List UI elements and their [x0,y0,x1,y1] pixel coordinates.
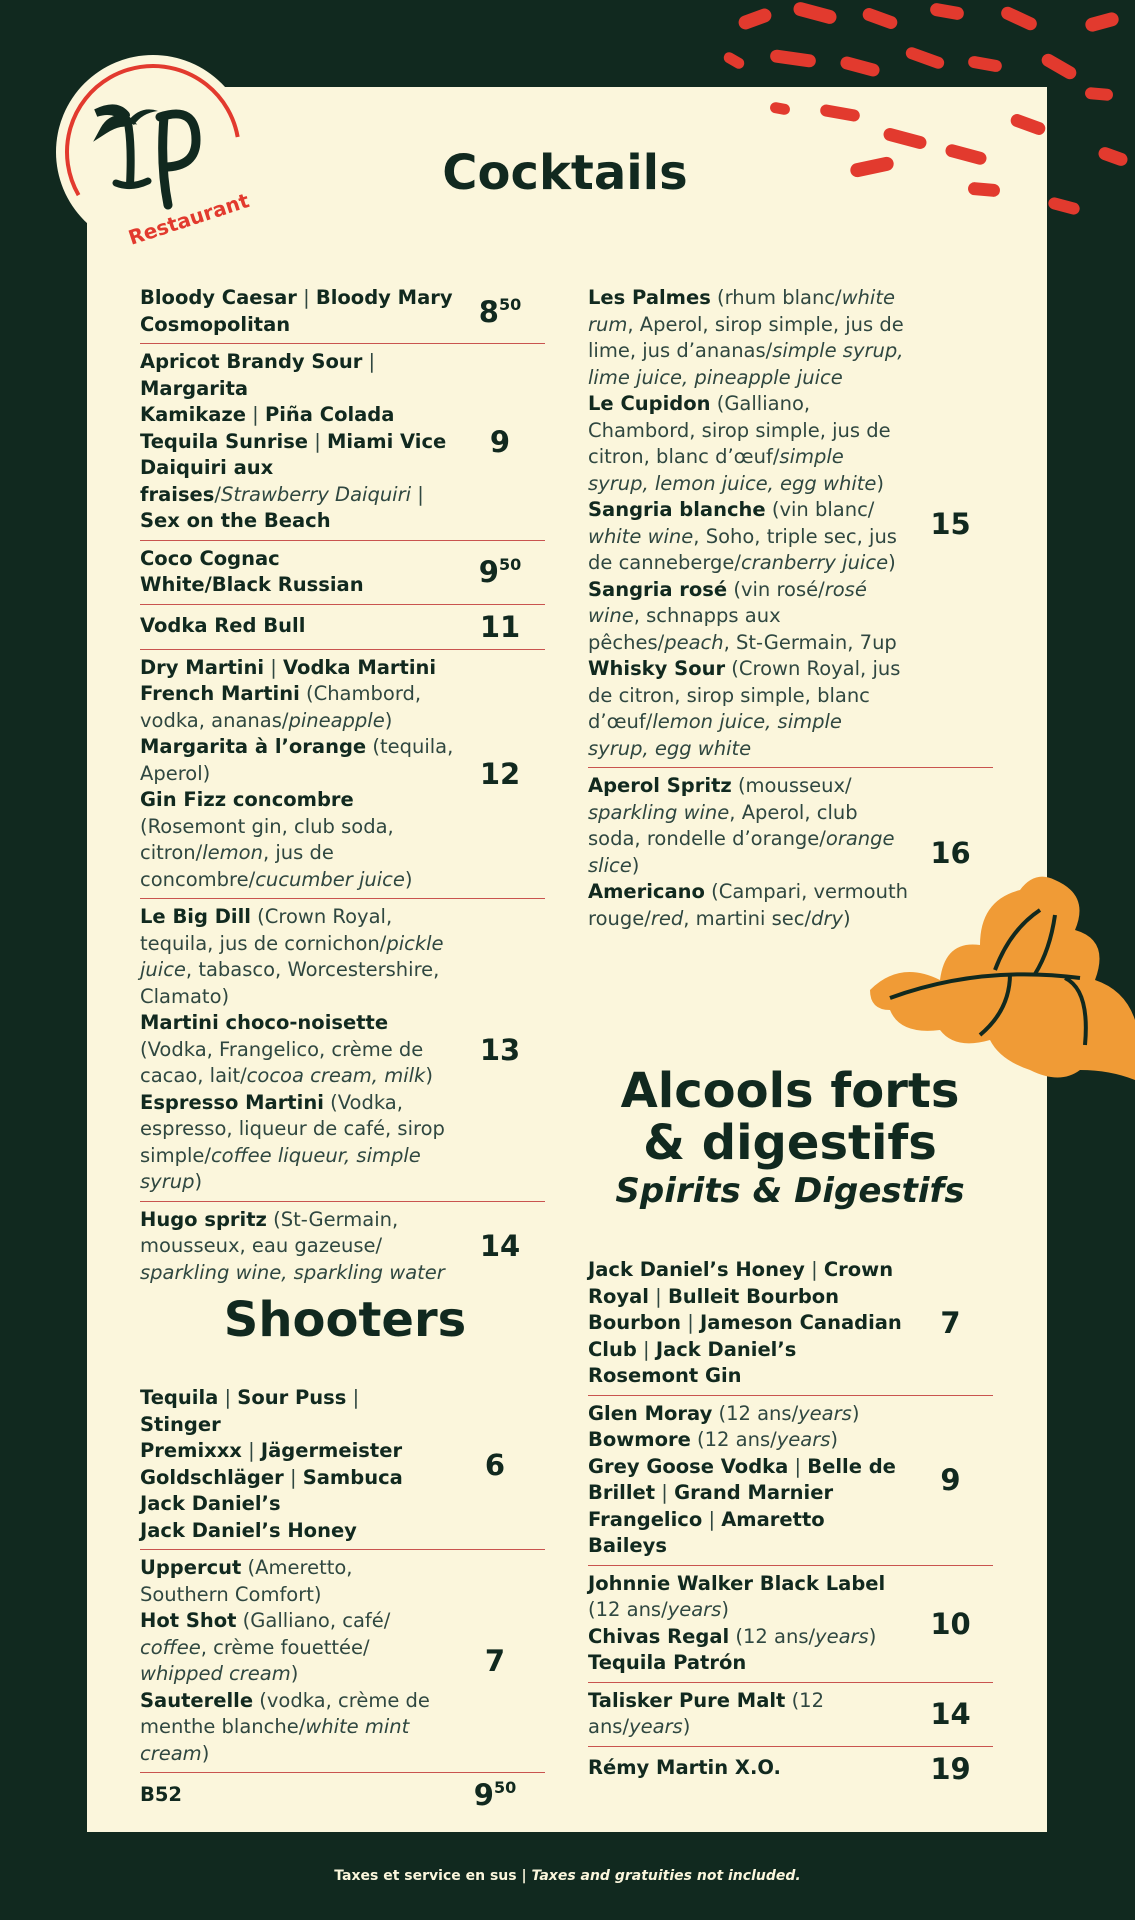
menu-item [140,1202,545,1292]
menu-item [588,1566,993,1683]
footer-note [0,1868,1135,1884]
menu-item-price: 7 [484,1644,506,1678]
menu-item-price: 6 [484,1447,506,1482]
menu-item-description [140,655,455,894]
menu-entry: Hugo spritz (St-Germain, mousseux, eau gazeuse/ sparkling wine, sparkling water [140,1207,445,1284]
menu-item-price: $8^{50}$ [478,294,522,329]
menu-item-description [140,613,455,640]
menu-item [588,1252,993,1396]
menu-item-description [140,349,455,535]
menu-item-description [140,285,455,338]
menu-entry: Chivas Regal (12 ans/years) [588,1624,877,1648]
menu-item-description [140,546,455,599]
menu-entry: B52 [140,1782,182,1806]
restaurant-logo [56,55,250,249]
heading-spirits-fr-1: Alcools forts [620,1063,960,1119]
menu-item-price: 15 [930,506,971,541]
menu-entry: Sangria rosé (vin rosé/rosé wine, schnapps aux pêches/peach, St-Germain, 7up [588,577,897,654]
menu-item [588,1747,993,1791]
menu-entry: Margarita à l’orange (tequila, Aperol) [140,735,454,785]
menu-entry: Americano (Campari, vermouth rouge/red, martini sec/dry) [588,880,908,930]
menu-item-price: 7 [940,1306,961,1341]
price-cents: 50 [498,294,522,314]
menu-item [140,1773,545,1817]
menu-entry: Uppercut (Ameretto, Southern Comfort) [140,1556,353,1606]
menu-entry: Martini choco-noisette (Vodka, Frangelico, crème de cacao, lait/cocoa cream, milk) [140,1011,433,1087]
menu-item-description [140,1207,455,1287]
menu-item-price: 9 [489,424,511,459]
menu-entry: Johnnie Walker Black Label (12 ans/years) [588,1571,886,1621]
menu-entry: Grey Goose Vodka | Belle de Brillet | Grand Marnier Frangelico | Amaretto Baileys [588,1454,896,1557]
menu-item-price: 13 [479,1032,521,1067]
menu-item-description [140,1385,445,1544]
menu-entry: Le Cupidon (Galliano, Chambord, sirop simple, jus de citron, blanc d’œuf/simple syrup, lemon juice, egg white) [588,392,891,495]
menu-item-price: $9^{50}$ [473,1778,517,1812]
menu-item-price: 10 [930,1606,971,1641]
menu-item-description [588,1401,908,1560]
menu-entry: Rémy Martin X.O. [588,1756,781,1780]
menu-item-price: 11 [479,609,521,644]
menu-item-price: 14 [479,1229,521,1264]
menu-entry: Apricot Brandy Sour | Margarita Kamikaze | Piña Colada Tequila Sunrise | Miami Vice Daiquiri aux fraises/Strawberry Daiquiri | Sex on the Beach [140,350,447,532]
cocktails-left-list [140,280,545,1291]
menu-item-description [140,1555,445,1767]
footer-en: Taxes and gratuities not included. [531,1868,801,1884]
heading-spirits-fr-2: & digestifs [643,1115,937,1171]
menu-item [140,1550,545,1773]
footer-fr: Taxes et service en sus [334,1868,517,1884]
menu-entry: Glen Moray (12 ans/years) [588,1401,860,1425]
menu-item-price: 12 [479,756,521,791]
menu-item-price: $9^{50}$ [478,555,522,589]
menu-entry: Dry Martini | Vodka Martini [140,655,437,679]
menu-item [140,280,545,344]
menu-item [140,1380,545,1550]
menu-entry: Talisker Pure Malt (12 ans/years) [588,1688,824,1738]
heading-shooters: Shooters [223,1292,467,1348]
menu-entry: Coco Cognac White/Black Russian [140,546,364,596]
menu-item-description [588,1688,908,1741]
menu-entry: French Martini (Chambord, vodka, ananas/pineapple) [140,682,422,732]
menu-item [588,280,993,768]
menu-entry: Jack Daniel’s Honey | Crown Royal | Bulleit Bourbon Bourbon | Jameson Canadian Club | Jack Daniel’s Rosemont Gin [588,1258,902,1387]
menu-item-price: 14 [930,1697,971,1731]
logo-ring-text: Restaurant [125,188,252,250]
heading-spirits-en: Spirits & Digestifs [615,1171,965,1211]
price-cents: 50 [498,555,522,574]
menu-entry: Espresso Martini (Vodka, espresso, liqueur de café, sirop simple/coffee liqueur, simple syrup) [140,1090,445,1193]
menu-item-description [588,773,908,932]
menu-entry: Tequila Patrón [588,1651,747,1674]
menu-item-description [140,904,455,1196]
menu-item-description [588,1257,908,1390]
menu-entry: Aperol Spritz (mousseux/ sparkling wine, Aperol, club soda, rondelle d’orange/orange slice) [588,774,895,877]
menu-entry: Gin Fizz concombre (Rosemont gin, club soda, citron/lemon, jus de concombre/cucumber juice) [140,788,413,891]
menu-entry: Whisky Sour (Crown Royal, jus de citron, sirop simple, blanc d’œuf/lemon juice, simple syrup, egg white [588,657,901,760]
menu-item-price: 16 [930,835,971,870]
menu-item [140,541,545,605]
menu-entry: Sauterelle (vodka, crème de menthe blanche/white mint cream) [140,1688,430,1765]
shooters-list [140,1380,545,1817]
menu-item-price: 9 [940,1463,961,1497]
menu-entry: Vodka Red Bull [140,614,306,638]
menu-item-description [588,1571,908,1677]
menu-entry: Tequila | Sour Puss | Stinger Premixxx | Jägermeister Goldschläger | Sambuca Jack Daniel’s Jack Daniel’s Honey [140,1386,403,1542]
menu-item [140,605,545,650]
menu-entry: Bowmore (12 ans/years) [588,1428,838,1451]
menu-item [140,650,545,900]
spirits-list [588,1252,993,1791]
menu-entry: Hot Shot (Galliano, café/ coffee, crème fouettée/ whipped cream) [140,1609,391,1685]
menu-entry: Bloody Caesar | Bloody Mary Cosmopolitan [140,286,453,336]
heading-cocktails: Cocktails [442,145,688,201]
menu-entry: Sangria blanche (vin blanc/ white wine, Soho, triple sec, jus de canneberge/cranberry juice) [588,498,897,574]
menu-item [140,899,545,1202]
menu-item-description [588,1755,908,1782]
footer-sep: | [516,1868,532,1884]
menu-entry: Le Big Dill (Crown Royal, tequila, jus de cornichon/pickle juice, tabasco, Worcestershire, Clamato) [140,905,444,1008]
menu-entry: Les Palmes (rhum blanc/white rum, Aperol, sirop simple, jus de lime, jus d’ananas/simple syrup, lime juice, pineapple juice [588,286,904,389]
menu-item-price: 19 [930,1751,971,1786]
menu-item [588,768,993,937]
menu-item [140,344,545,541]
cocktails-right-list [588,280,993,937]
menu-item [588,1396,993,1566]
menu-item-description [140,1782,445,1809]
menu-item [588,1683,993,1747]
price-cents: 50 [493,1778,517,1797]
heading-spirits [580,1065,1000,1213]
menu-item-description [588,285,908,762]
